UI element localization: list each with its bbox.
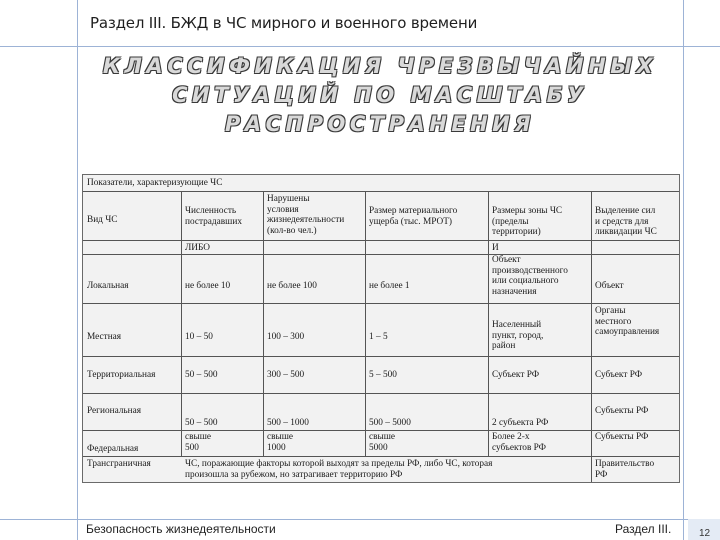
row-local-zone: Объект производственного или социального назначения	[492, 255, 568, 297]
page-number: 12	[699, 528, 711, 539]
row-municipal-forces: Органы местного самоуправления	[595, 306, 660, 337]
grid-line	[83, 430, 679, 431]
grid-line	[83, 240, 679, 241]
row-federal-victims: свыше 500	[185, 432, 212, 453]
frame-line-top	[0, 46, 720, 47]
footer-course-title: Безопасность жизнедеятельности	[86, 522, 276, 536]
grid-line	[181, 191, 182, 456]
col-header-forces: Выделение сил и средств для ликвидации ЧС	[595, 206, 657, 237]
frame-line-bottom	[0, 519, 720, 520]
grid-line	[83, 254, 679, 255]
grid-line	[83, 191, 679, 192]
col-header-damage: Размер материального ущерба (тыс. МРОТ)	[369, 206, 458, 227]
col-header-victims: Численность пострадавших	[185, 206, 242, 227]
and-label: И	[492, 243, 499, 253]
col-header-type: Вид ЧС	[87, 215, 118, 225]
row-federal-name: Федеральная	[87, 444, 139, 454]
col-header-zone: Размеры зоны ЧС (пределы территории)	[492, 206, 563, 237]
row-federal-damage: свыше 5000	[369, 432, 396, 453]
row-federal-disrupted: свыше 1000	[267, 432, 294, 453]
row-municipal-damage: 1 – 5	[369, 332, 388, 342]
row-local-victims: не более 10	[185, 281, 231, 291]
footer-section: Раздел III.	[615, 522, 672, 536]
row-federal-zone: Более 2-х субъектов РФ	[492, 432, 547, 453]
row-territorial-victims: 50 – 500	[185, 370, 218, 380]
row-territorial-zone: Субъект РФ	[492, 370, 540, 380]
row-municipal-disrupted: 100 – 300	[267, 332, 305, 342]
grid-line	[591, 191, 592, 482]
group-header: Показатели, характеризующие ЧС	[87, 178, 223, 188]
grid-line	[263, 191, 264, 456]
row-territorial-disrupted: 300 – 500	[267, 370, 305, 380]
grid-line	[83, 393, 679, 394]
row-regional-name: Региональная	[87, 406, 142, 416]
row-municipal-zone: Населенный пункт, город, район	[492, 320, 544, 351]
frame-line-left	[77, 0, 78, 540]
row-federal-forces: Субъекты РФ	[595, 432, 649, 442]
grid-line	[83, 456, 679, 457]
slide-title	[80, 52, 680, 139]
frame-line-right	[683, 0, 684, 540]
classification-table	[82, 174, 680, 483]
row-local-disrupted: не более 100	[267, 281, 317, 291]
grid-line	[365, 191, 366, 456]
grid-line	[83, 356, 679, 357]
row-regional-damage: 500 – 5000	[369, 418, 411, 428]
slide-title-line-1: КЛАССИФИКАЦИЯ ЧРЕЗВЫЧАЙНЫХ	[102, 54, 658, 78]
slide-title-line-2: СИТУАЦИЙ ПО МАСШТАБУ	[172, 83, 588, 107]
row-regional-victims: 50 – 500	[185, 418, 218, 428]
row-municipal-victims: 10 – 50	[185, 332, 213, 342]
row-local-forces: Объект	[595, 281, 624, 291]
row-regional-forces: Субъекты РФ	[595, 406, 649, 416]
row-transborder-forces: Правительство РФ	[595, 459, 655, 480]
or-label: ЛИБО	[185, 243, 211, 253]
row-transborder-description: ЧС, поражающие факторы которой выходят за пределы РФ, либо ЧС, которая произошла за рубежом, но затрагивает территорию РФ	[185, 459, 493, 480]
col-header-disrupted: Нарушены условия жизнедеятельности (кол-во чел.)	[267, 194, 345, 236]
grid-line	[488, 191, 489, 456]
row-local-damage: не более 1	[369, 281, 410, 291]
row-local-name: Локальная	[87, 281, 129, 291]
row-territorial-damage: 5 – 500	[369, 370, 397, 380]
row-municipal-name: Местная	[87, 332, 122, 342]
row-transborder-name: Трансграничная	[87, 459, 151, 469]
row-regional-zone: 2 субъекта РФ	[492, 418, 549, 428]
slide-title-line-3: РАСПРОСТРАНЕНИЯ	[225, 112, 535, 136]
row-territorial-forces: Субъект РФ	[595, 370, 643, 380]
section-header: Раздел III. БЖД в ЧС мирного и военного времени	[90, 14, 478, 32]
row-regional-disrupted: 500 – 1000	[267, 418, 309, 428]
grid-line	[83, 303, 679, 304]
row-territorial-name: Территориальная	[87, 370, 156, 380]
